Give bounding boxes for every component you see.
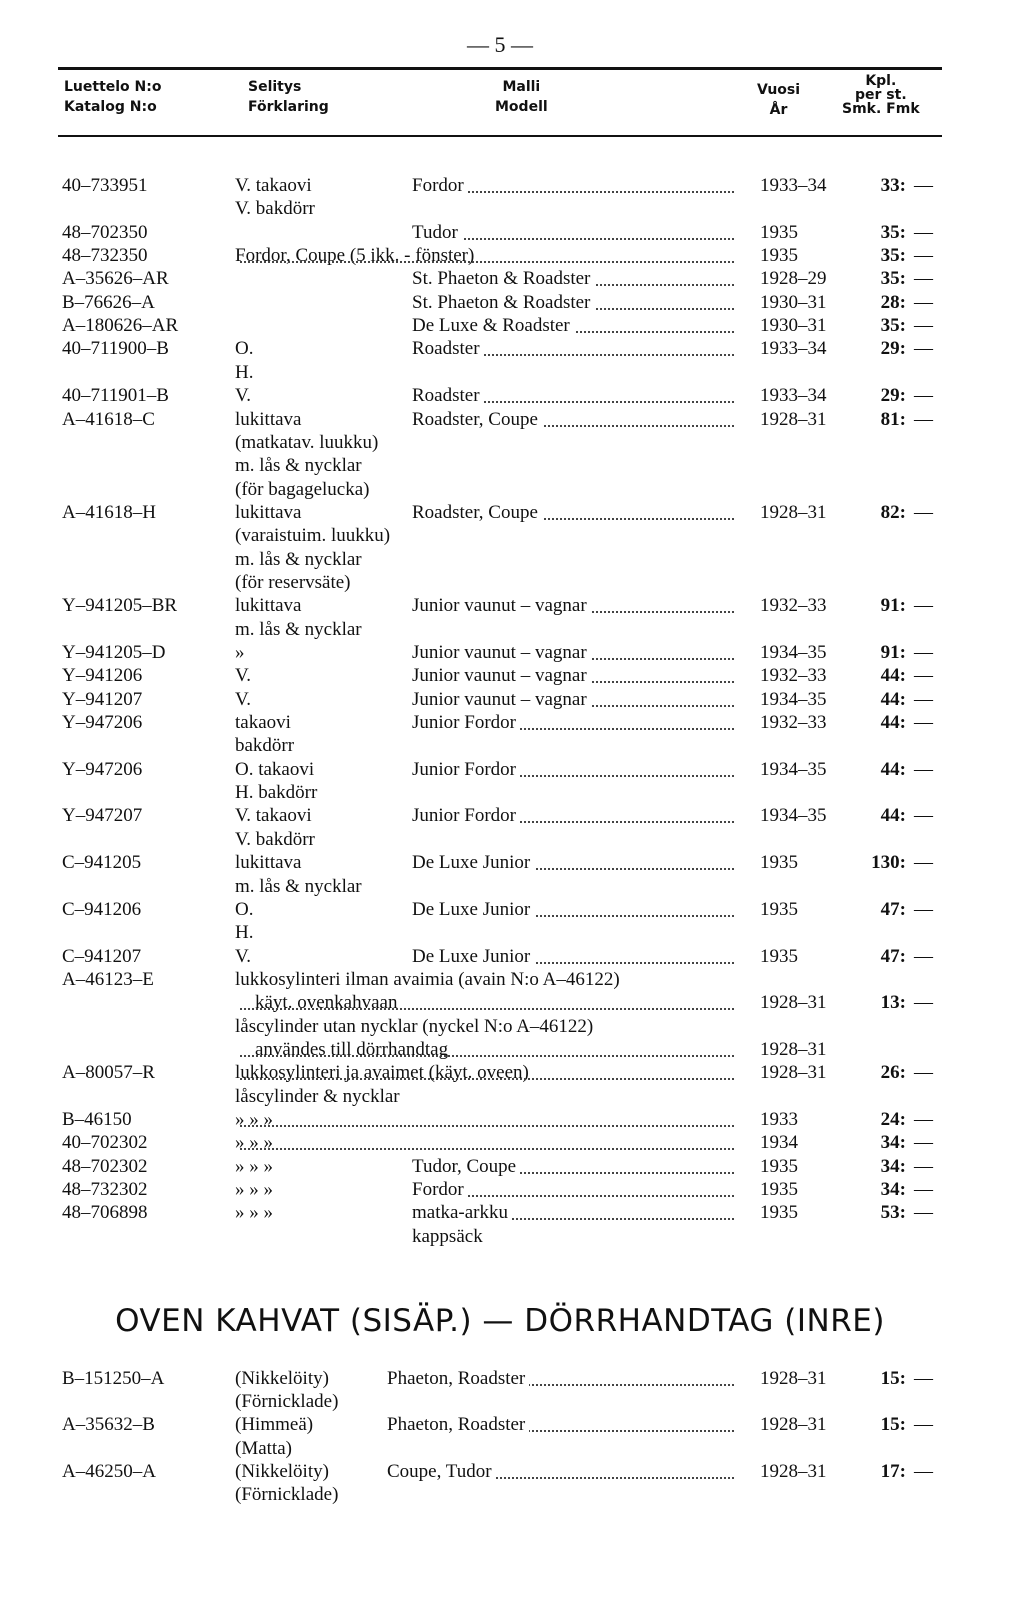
catalog-number: A–46250–A	[62, 1460, 156, 1482]
year: 1933–34	[755, 174, 827, 198]
model: De Luxe Junior	[412, 898, 534, 922]
page-number: — 5 —	[467, 32, 533, 57]
table-row	[0, 221, 1024, 245]
description: lukkosylinteri ilman avaimia (avain N:o A–46122)	[235, 968, 620, 990]
table-row	[0, 361, 1024, 385]
header-year: Vuosi År	[757, 82, 801, 118]
price: 13:	[880, 992, 906, 1014]
year: 1932–33	[755, 594, 827, 618]
header-catalog: Luettelo N:o Katalog N:o	[64, 79, 162, 115]
year: 1934–35	[755, 688, 827, 712]
description: H. bakdörr	[235, 782, 318, 804]
catalog-number: C–941206	[62, 898, 142, 920]
table-row	[0, 921, 1024, 945]
description: Fordor, Coupe (5 ikk. - fönster)	[235, 245, 475, 267]
description: (Nikkelöity)	[235, 1368, 329, 1389]
price: 47:	[880, 945, 906, 967]
table-row	[0, 291, 1024, 315]
catalog-number: Y–941205–D	[62, 642, 166, 663]
price-dash: —	[914, 898, 933, 920]
description: (för bagagelucka)	[235, 478, 370, 500]
catalog-number: Y–941206	[62, 665, 143, 687]
table-row	[0, 828, 1024, 852]
table-row	[0, 1460, 1024, 1484]
description: » » »	[235, 1179, 273, 1201]
leader-dots	[240, 244, 734, 263]
model: Roadster	[412, 384, 484, 408]
catalog-number: A–35632–B	[62, 1414, 155, 1436]
price-dash: —	[914, 315, 933, 337]
table-row	[0, 991, 1024, 1015]
price-dash: —	[914, 338, 933, 360]
price-dash: —	[914, 221, 933, 243]
price: 44:	[880, 712, 906, 734]
leader-dots	[240, 1108, 734, 1127]
table-row	[0, 1390, 1024, 1414]
year: 1935	[755, 898, 798, 922]
catalog-number: 40–702302	[62, 1132, 148, 1154]
table-row	[0, 454, 1024, 478]
price-dash: —	[914, 1179, 933, 1201]
catalog-number: Y–947207	[62, 805, 143, 827]
table-row	[0, 945, 1024, 969]
price: 15:	[880, 1368, 906, 1389]
year: 1935	[755, 851, 798, 875]
price-dash: —	[914, 1155, 933, 1177]
catalog-number: A–41618–C	[62, 408, 155, 430]
price: 81:	[880, 408, 906, 430]
year: 1934–35	[755, 804, 827, 828]
year: 1928–31	[755, 1038, 827, 1062]
year: 1933	[755, 1108, 798, 1132]
price: 35:	[880, 315, 906, 337]
catalog-number: C–941207	[62, 945, 142, 967]
table-row	[0, 548, 1024, 572]
leader-dots	[240, 1061, 734, 1080]
price-dash: —	[914, 1062, 933, 1084]
year: 1930–31	[755, 291, 827, 315]
year: 1935	[755, 1178, 798, 1202]
table-row	[0, 1085, 1024, 1109]
leader-dots	[240, 991, 734, 1010]
price: 44:	[880, 665, 906, 687]
price-dash: —	[914, 1368, 933, 1389]
table-row	[0, 1108, 1024, 1132]
description: » » »	[235, 1155, 273, 1177]
year: 1933–34	[755, 384, 827, 408]
table-row	[0, 1061, 1024, 1085]
table-row	[0, 431, 1024, 455]
table-row	[0, 267, 1024, 291]
year: 1928–29	[755, 267, 827, 291]
year: 1928–31	[755, 501, 827, 525]
year: 1928–31	[755, 1413, 827, 1437]
catalog-number: 40–733951	[62, 175, 148, 196]
leader-dots	[240, 1131, 734, 1150]
description: V.	[235, 665, 252, 687]
price-dash: —	[914, 1109, 933, 1130]
catalog-number: Y–947206	[62, 712, 143, 734]
header-rule	[58, 135, 942, 137]
price: 29:	[880, 338, 906, 360]
description: takaovi	[235, 712, 291, 734]
model: matka-arkku	[412, 1201, 512, 1225]
catalog-number: A–35626–AR	[62, 268, 169, 290]
description: m. lås & nycklar	[235, 875, 362, 897]
table-row	[0, 851, 1024, 875]
model: Phaeton, Roadster	[387, 1413, 529, 1437]
year: 1933–34	[755, 337, 827, 361]
catalog-number: B–46150	[62, 1109, 132, 1130]
description: m. lås & nycklar	[235, 548, 362, 570]
model: kappsäck	[412, 1225, 487, 1249]
price: 26:	[880, 1062, 906, 1084]
catalog-number: C–941205	[62, 852, 142, 874]
model: Junior vaunut – vagnar	[412, 641, 591, 665]
table-row	[0, 1131, 1024, 1155]
year: 1928–31	[755, 1367, 827, 1391]
description: m. lås & nycklar	[235, 455, 362, 477]
price-dash: —	[914, 1414, 933, 1436]
price-dash: —	[914, 501, 933, 523]
model: Fordor	[412, 174, 468, 198]
price-dash: —	[914, 408, 933, 430]
price-dash: —	[914, 805, 933, 827]
price: 44:	[880, 805, 906, 827]
description: O. takaovi	[235, 758, 315, 780]
model: Coupe, Tudor	[387, 1460, 496, 1484]
price: 91:	[880, 642, 906, 663]
top-rule	[58, 67, 942, 70]
description: H.	[235, 922, 254, 944]
table-row	[0, 524, 1024, 548]
catalog-number: 40–711901–B	[62, 385, 169, 407]
price-dash: —	[914, 245, 933, 267]
model: Roadster, Coupe	[412, 501, 542, 525]
description: » » »	[235, 1202, 273, 1224]
table-row	[0, 1178, 1024, 1202]
catalog-number: 48–702302	[62, 1155, 148, 1177]
price: 44:	[880, 758, 906, 780]
header-price: Kpl. per st. Smk. Fmk	[842, 73, 920, 117]
description: V. takaovi	[235, 805, 312, 827]
price: 28:	[880, 291, 906, 313]
price: 34:	[880, 1132, 906, 1154]
table-row	[0, 571, 1024, 595]
description: » » »	[235, 1109, 273, 1130]
year: 1932–33	[755, 711, 827, 735]
table-row	[0, 197, 1024, 221]
price: 34:	[880, 1155, 906, 1177]
table-row	[0, 1201, 1024, 1225]
leader-dots	[240, 1038, 734, 1057]
model: Junior vaunut – vagnar	[412, 664, 591, 688]
table-row	[0, 968, 1024, 992]
description: (varaistuim. luukku)	[235, 525, 391, 547]
catalog-number: Y–947206	[62, 758, 143, 780]
price: 35:	[880, 221, 906, 243]
price: 24:	[880, 1109, 906, 1130]
table-row	[0, 1367, 1024, 1391]
description: (Förnicklade)	[235, 1391, 339, 1413]
year: 1934	[755, 1131, 798, 1155]
table-row	[0, 1015, 1024, 1039]
model: Junior Fordor	[412, 758, 520, 782]
table-row	[0, 758, 1024, 782]
description: V. bakdörr	[235, 198, 315, 220]
section-title: OVEN KAHVAT (SISÄP.) — DÖRRHANDTAG (INRE)	[115, 1303, 885, 1339]
description: (Förnicklade)	[235, 1484, 339, 1505]
price: 130:	[871, 852, 906, 874]
description: (för reservsäte)	[235, 571, 351, 593]
price-dash: —	[914, 945, 933, 967]
description: lukittava	[235, 408, 302, 430]
table-row	[0, 1038, 1024, 1062]
model: Tudor, Coupe	[412, 1155, 520, 1179]
price-dash: —	[914, 1202, 933, 1224]
table-row	[0, 1413, 1024, 1437]
price-dash: —	[914, 291, 933, 313]
table-row	[0, 875, 1024, 899]
description: (Nikkelöity)	[235, 1460, 329, 1482]
description: (Himmeä)	[235, 1414, 314, 1436]
price: 17:	[880, 1460, 906, 1482]
catalog-number: Y–941207	[62, 688, 143, 710]
price: 53:	[880, 1202, 906, 1224]
price: 33:	[880, 175, 906, 196]
description: V. bakdörr	[235, 828, 315, 850]
description: lukittava	[235, 595, 302, 617]
header-model: Malli Modell	[495, 79, 548, 115]
table-row	[0, 1437, 1024, 1461]
table-row	[0, 804, 1024, 828]
price: 44:	[880, 688, 906, 710]
description: V. takaovi	[235, 175, 312, 196]
catalog-number: B–76626–A	[62, 291, 155, 313]
model: Roadster, Coupe	[412, 408, 542, 432]
year: 1934–35	[755, 641, 827, 665]
catalog-number: A–41618–H	[62, 501, 156, 523]
table-row	[0, 244, 1024, 268]
price: 35:	[880, 268, 906, 290]
price-dash: —	[914, 175, 933, 196]
table-row	[0, 478, 1024, 502]
model: De Luxe Junior	[412, 851, 534, 875]
table-row	[0, 408, 1024, 432]
model: Junior Fordor	[412, 804, 520, 828]
year: 1928–31	[755, 991, 827, 1015]
model: Junior Fordor	[412, 711, 520, 735]
description: låscylinder utan nycklar (nyckel N:o A–46122)	[235, 1015, 594, 1037]
price-dash: —	[914, 268, 933, 290]
model: De Luxe Junior	[412, 945, 534, 969]
price-dash: —	[914, 992, 933, 1014]
model: Fordor	[412, 1178, 468, 1202]
year: 1928–31	[755, 1460, 827, 1484]
description: (Matta)	[235, 1437, 292, 1459]
table-row	[0, 174, 1024, 198]
description: m. lås & nycklar	[235, 618, 362, 640]
price: 34:	[880, 1179, 906, 1201]
price-dash: —	[914, 385, 933, 407]
description: V.	[235, 688, 252, 710]
catalog-number: A–180626–AR	[62, 315, 179, 337]
table-row	[0, 618, 1024, 642]
catalog-number: 48–706898	[62, 1202, 148, 1224]
year: 1932–33	[755, 664, 827, 688]
table-row	[0, 641, 1024, 665]
table-row	[0, 594, 1024, 618]
description: V.	[235, 945, 252, 967]
year: 1935	[755, 1201, 798, 1225]
price-dash: —	[914, 758, 933, 780]
catalog-number: Y–941205–BR	[62, 595, 178, 617]
price-dash: —	[914, 688, 933, 710]
model: Junior vaunut – vagnar	[412, 688, 591, 712]
catalog-number: 48–732350	[62, 245, 148, 267]
table-row	[0, 734, 1024, 758]
year: 1934–35	[755, 758, 827, 782]
table-row	[0, 337, 1024, 361]
model: Junior vaunut – vagnar	[412, 594, 591, 618]
year: 1935	[755, 1155, 798, 1179]
description: användes till dörrhandtag	[255, 1038, 449, 1060]
price: 15:	[880, 1414, 906, 1436]
catalog-number: 40–711900–B	[62, 338, 169, 360]
model: St. Phaeton & Roadster	[412, 291, 594, 315]
model: Roadster	[412, 337, 484, 361]
price: 91:	[880, 595, 906, 617]
model: Tudor	[412, 221, 462, 245]
catalog-number: A–80057–R	[62, 1062, 155, 1084]
price-dash: —	[914, 712, 933, 734]
description: H.	[235, 361, 254, 383]
catalog-number: 48–702350	[62, 221, 148, 243]
table-row	[0, 314, 1024, 338]
price-dash: —	[914, 852, 933, 874]
table-row	[0, 664, 1024, 688]
price-dash: —	[914, 1132, 933, 1154]
description: (matkatav. luukku)	[235, 431, 379, 453]
price: 47:	[880, 898, 906, 920]
price: 82:	[880, 501, 906, 523]
table-row	[0, 1155, 1024, 1179]
table-row	[0, 384, 1024, 408]
model: Phaeton, Roadster	[387, 1367, 529, 1391]
table-row	[0, 688, 1024, 712]
catalog-number: B–151250–A	[62, 1368, 165, 1389]
year: 1935	[755, 945, 798, 969]
table-row	[0, 1225, 1024, 1249]
description: lukkosylinteri ja avaimet (käyt. oveen)	[235, 1062, 529, 1084]
description: lukittava	[235, 501, 302, 523]
year: 1935	[755, 244, 798, 268]
description: bakdörr	[235, 735, 295, 757]
description: » » »	[235, 1132, 273, 1154]
price-dash: —	[914, 595, 933, 617]
catalog-number: 48–732302	[62, 1179, 148, 1201]
table-row	[0, 711, 1024, 735]
table-row	[0, 898, 1024, 922]
year: 1928–31	[755, 408, 827, 432]
description: O.	[235, 338, 254, 360]
year: 1930–31	[755, 314, 827, 338]
price: 29:	[880, 385, 906, 407]
model: De Luxe & Roadster	[412, 314, 574, 338]
table-row	[0, 501, 1024, 525]
description: O.	[235, 898, 254, 920]
description: »	[235, 642, 245, 663]
table-row	[0, 1483, 1024, 1507]
header-description: Selitys Förklaring	[248, 79, 329, 115]
description: käyt. ovenkahvaan	[255, 992, 398, 1014]
description: låscylinder & nycklar	[235, 1085, 400, 1107]
description: V.	[235, 385, 252, 407]
price-dash: —	[914, 642, 933, 663]
price: 35:	[880, 245, 906, 267]
model: St. Phaeton & Roadster	[412, 267, 594, 291]
catalog-number: A–46123–E	[62, 968, 154, 990]
price-dash: —	[914, 665, 933, 687]
description: lukittava	[235, 852, 302, 874]
year: 1935	[755, 221, 798, 245]
year: 1928–31	[755, 1061, 827, 1085]
price-dash: —	[914, 1460, 933, 1482]
table-row	[0, 781, 1024, 805]
